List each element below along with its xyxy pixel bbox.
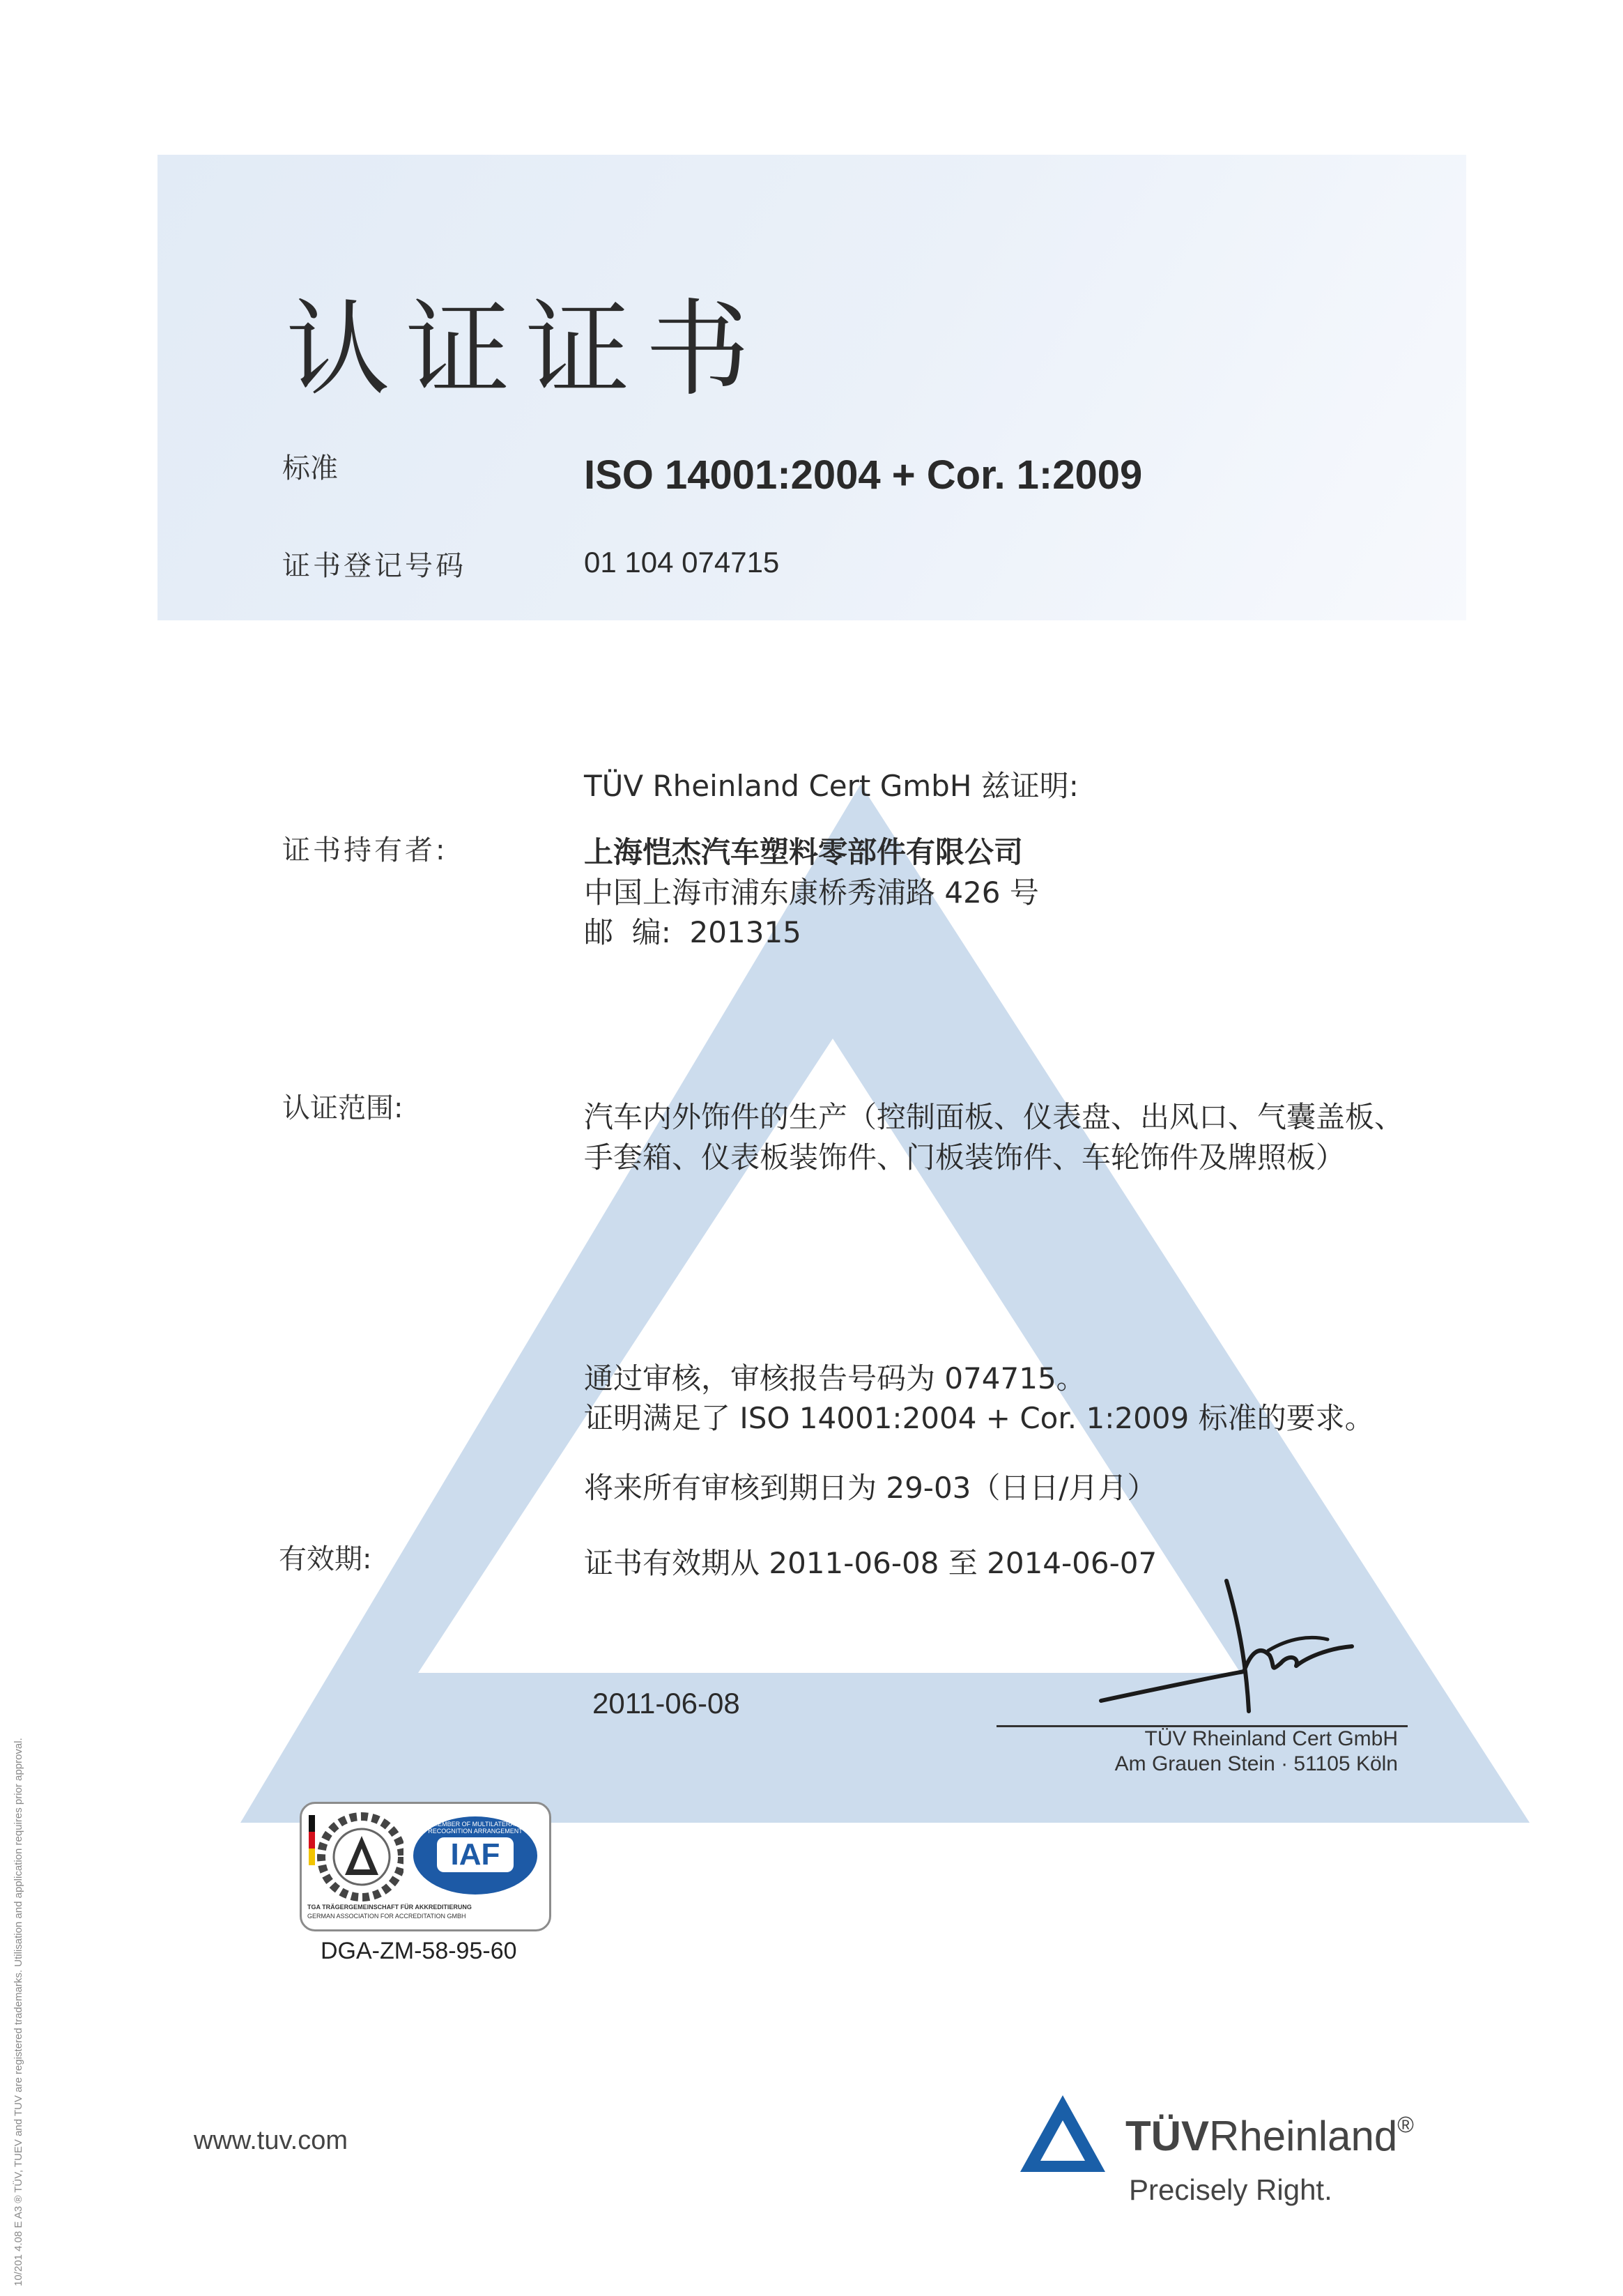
tga-line-1: TGA TRÄGERGEMEINSCHAFT FÜR AKKREDITIERUNG bbox=[307, 1904, 472, 1911]
issuer-address: Am Grauen Stein · 51105 Köln bbox=[1114, 1752, 1398, 1775]
holder-label: 证书持有者: bbox=[282, 834, 448, 866]
audit-line-1: 通过审核，审核报告号码为 074715。 bbox=[584, 1361, 1086, 1395]
accreditation-logo bbox=[300, 1802, 551, 1931]
certificate-title: 认证证书 bbox=[286, 289, 766, 411]
attest-line: TÜV Rheinland Cert GmbH 兹证明: bbox=[584, 769, 1079, 803]
scope-line-1: 汽车内外饰件的生产（控制面板、仪表盘、出风口、气囊盖板、 bbox=[584, 1100, 1404, 1134]
validity-value: 证书有效期从 2011-06-08 至 2014-06-07 bbox=[584, 1546, 1157, 1580]
standard-value: ISO 14001:2004 + Cor. 1:2009 bbox=[584, 452, 1143, 498]
tga-line-2: GERMAN ASSOCIATION FOR ACCREDITATION GMBH bbox=[307, 1913, 466, 1920]
holder-address: 中国上海市浦东康桥秀浦路 426 号 bbox=[584, 875, 1039, 910]
tga-logo-icon bbox=[306, 1808, 403, 1902]
audit-line-2: 证明满足了 ISO 14001:2004 + Cor. 1:2009 标准的要求。 bbox=[584, 1401, 1374, 1435]
brand-tagline: Precisely Right. bbox=[1129, 2173, 1332, 2206]
validity-label: 有效期: bbox=[279, 1543, 372, 1575]
website: www.tuv.com bbox=[194, 2126, 348, 2155]
holder-company: 上海恺杰汽车塑料零部件有限公司 bbox=[584, 835, 1024, 869]
accreditation-code: DGA-ZM-58-95-60 bbox=[321, 1938, 517, 1964]
iaf-ring-text: MEMBER OF MULTILATERAL RECOGNITION ARRANGEMENT bbox=[428, 1821, 523, 1835]
audit-line-3: 将来所有审核到期日为 29-03（日日/月月） bbox=[584, 1471, 1157, 1505]
brand-tuv: TÜV bbox=[1125, 2113, 1209, 2159]
brand-name bbox=[1125, 2112, 1414, 2160]
signature-icon bbox=[1087, 1568, 1380, 1722]
scope-label: 认证范围: bbox=[282, 1092, 403, 1124]
registered-mark: ® bbox=[1397, 2112, 1414, 2137]
scope-line-2: 手套箱、仪表板装饰件、门板装饰件、车轮饰件及牌照板） bbox=[584, 1140, 1346, 1174]
iaf-logo-icon bbox=[413, 1816, 537, 1895]
side-trademark-note: 10/201 4.08 E A3 ® TÜV, TUEV and TUV are registered trademarks. Utilisation and application requires prior approval. bbox=[13, 1738, 24, 2286]
registration-value: 01 104 074715 bbox=[584, 546, 780, 579]
tuv-triangle-logo-icon bbox=[1017, 2092, 1108, 2176]
holder-postcode: 邮 编: 201315 bbox=[584, 915, 801, 949]
registration-label: 证书登记号码 bbox=[282, 550, 466, 582]
issue-date: 2011-06-08 bbox=[592, 1687, 740, 1720]
brand-rheinland: Rheinland bbox=[1209, 2113, 1398, 2159]
issuer-name: TÜV Rheinland Cert GmbH bbox=[1144, 1727, 1398, 1750]
standard-label: 标准 bbox=[282, 452, 338, 484]
iaf-text: IAF bbox=[437, 1837, 514, 1872]
